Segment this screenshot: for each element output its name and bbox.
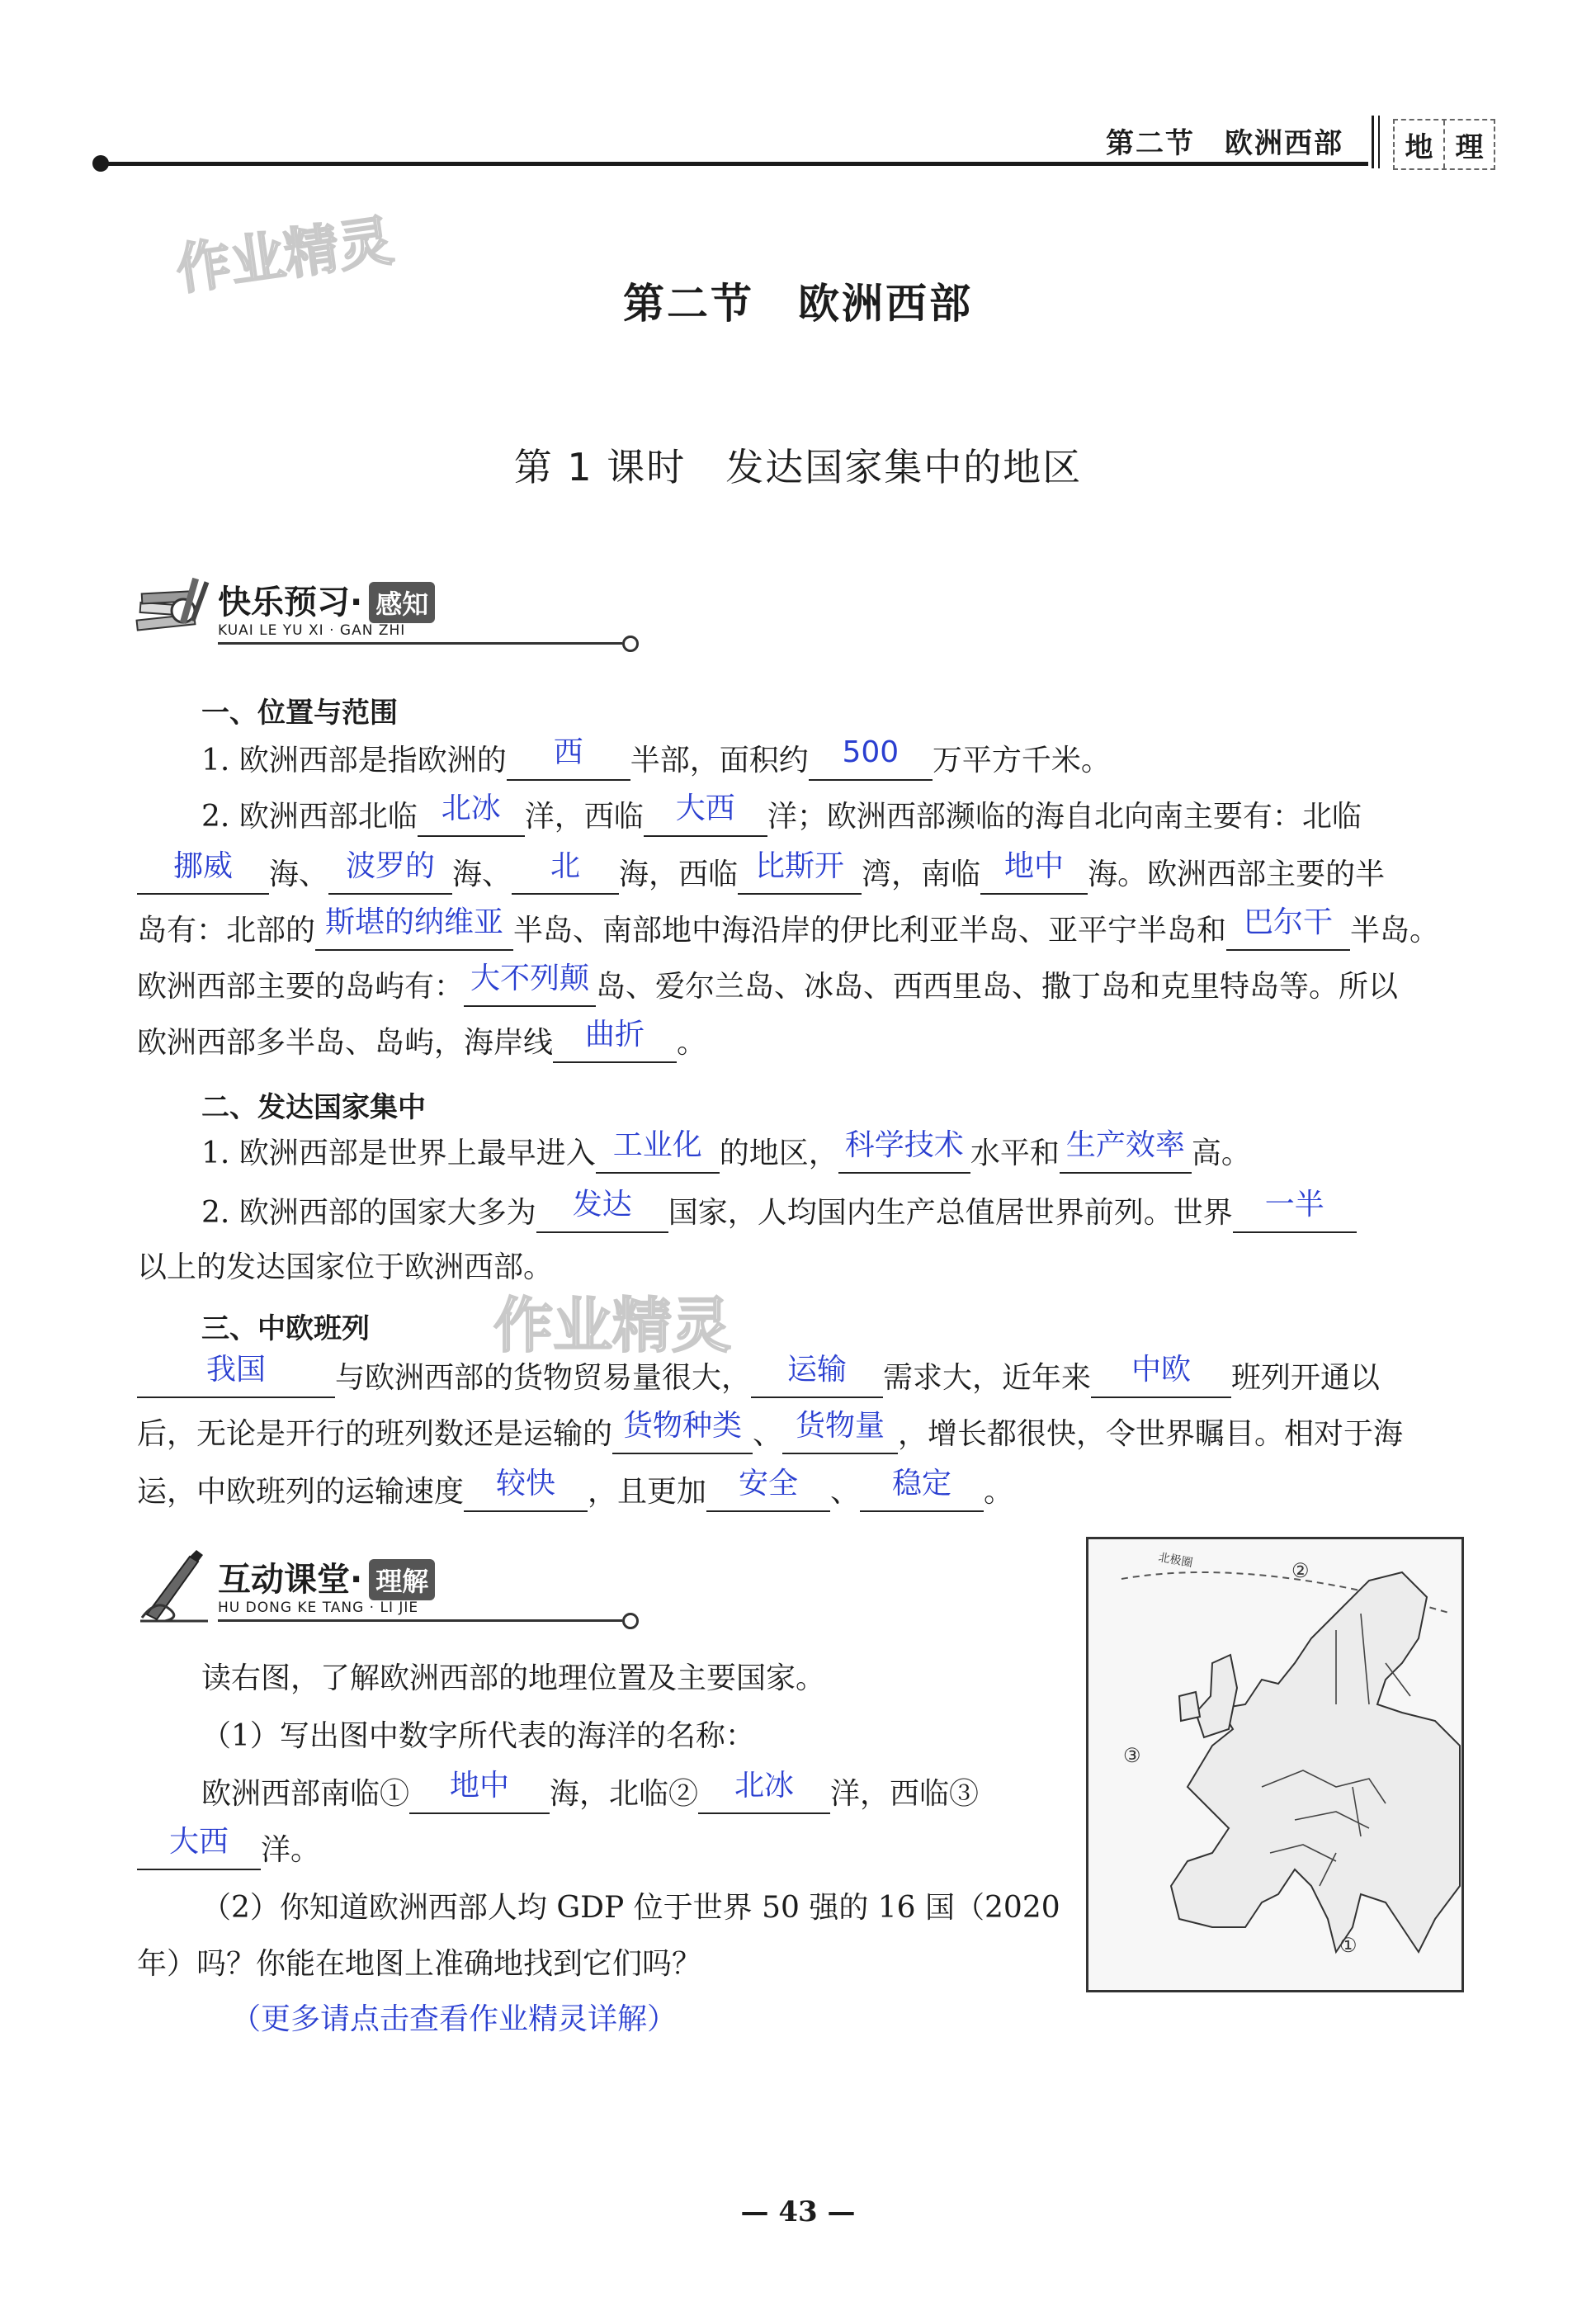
badge-pinyin: KUAI LE YU XI · GAN ZHI: [218, 622, 406, 639]
answer-blank: [751, 1353, 883, 1398]
question-line: [137, 1248, 553, 1288]
answer-blank: [838, 1128, 970, 1174]
header-section-title: 第二节 欧洲西部: [1106, 127, 1343, 160]
question-text: 洋；欧洲西部濒临的海自北向南主要有：北临: [767, 800, 1362, 834]
question-text: 半岛。: [1350, 914, 1440, 948]
question-text: 洋，西临: [524, 800, 644, 834]
answer-text: 北: [550, 849, 581, 883]
question-line: [137, 1467, 1014, 1512]
answer-blank: [782, 1409, 898, 1454]
answer-text: 大西: [675, 792, 735, 825]
more-details-link[interactable]: （更多请点击查看作业精灵详解）: [231, 2002, 678, 2036]
marker-2: ②: [1291, 1559, 1310, 1582]
question-text: 与欧洲西部的货物贸易量很大，: [335, 1361, 752, 1395]
question-text: ，且更加: [588, 1475, 707, 1509]
answer-blank: [137, 849, 269, 895]
answer-blank: [418, 792, 525, 837]
subject-char: 理: [1443, 121, 1494, 168]
question-line: [137, 849, 1386, 895]
badge-title: [218, 1553, 435, 1600]
answer-text: 货物种类: [623, 1409, 743, 1443]
marker-3: ③: [1123, 1744, 1141, 1767]
question-text: 湾，南临: [862, 858, 981, 891]
question-text: 岛、爱尔兰岛、冰岛、西西里岛、撒丁岛和克里特岛等。所以: [596, 970, 1399, 1004]
answer-blank: [409, 1769, 550, 1814]
question-line: [137, 1018, 707, 1063]
answer-text: 挪威: [172, 849, 233, 883]
answer-text: 货物量: [796, 1409, 885, 1443]
header-divider: [1372, 116, 1374, 168]
answer-text: 大不列颠: [470, 962, 590, 995]
answer-blank: [137, 1825, 261, 1870]
ireland: [1179, 1692, 1200, 1721]
question-text: 洋，西临③: [830, 1777, 980, 1811]
answer-blank: [698, 1769, 830, 1814]
answer-blank: [809, 735, 933, 781]
question-text: （2）你知道欧洲西部人均 GDP 位于世界 50 强的 16 国（2020: [201, 1891, 1060, 1925]
europe-map-drawing: [1088, 1539, 1461, 1990]
question-text: ，增长都很快，令世界瞩目。相对于海: [898, 1417, 1404, 1451]
answer-text: 科学技术: [844, 1128, 964, 1162]
question-text: 高。: [1191, 1137, 1251, 1170]
question-text: 欧洲西部南临①: [201, 1777, 410, 1811]
question-text: 万平方千米。: [932, 744, 1111, 777]
badge-title: [218, 576, 435, 623]
question-text: 需求大，近年来: [883, 1361, 1092, 1395]
badge-underline: [218, 1619, 622, 1622]
question-line: [201, 1128, 1251, 1174]
answer-blank: [980, 849, 1088, 895]
answer-text: 稳定: [892, 1467, 952, 1500]
header-rule: [97, 162, 1368, 166]
question-text: 水平和: [970, 1137, 1060, 1170]
question-text: 。: [984, 1475, 1014, 1509]
pen-writing-icon: [132, 1548, 215, 1628]
heading-railway: 三、中欧班列: [201, 1312, 370, 1345]
answer-text: 中欧: [1131, 1353, 1192, 1387]
answer-text: 西: [553, 735, 583, 769]
answer-text: 安全: [739, 1467, 799, 1500]
answer-text: 北冰: [734, 1769, 795, 1803]
question-text: 海。欧洲西部主要的半: [1088, 858, 1386, 891]
question-line: [201, 1717, 755, 1756]
heading-developed: 二、发达国家集中: [201, 1091, 426, 1124]
badge-underline: [218, 642, 622, 645]
europe-land: [1171, 1572, 1460, 1952]
answer-blank: [860, 1467, 984, 1512]
question-text: 海，西临: [619, 858, 739, 891]
question-text: 洋。: [261, 1833, 321, 1867]
answer-blank: [1091, 1353, 1231, 1398]
question-text: 。: [677, 1026, 707, 1060]
answer-text: 运输: [787, 1353, 848, 1387]
watermark-logo: 作业精灵: [172, 208, 397, 302]
answer-blank: [328, 849, 452, 895]
answer-blank: [644, 792, 767, 837]
question-text: 班列开通以: [1231, 1361, 1381, 1395]
question-text: 欧洲西部多半岛、岛屿，海岸线: [137, 1026, 554, 1060]
answer-text: 比斯开: [755, 849, 845, 883]
question-text: 海，北临②: [550, 1777, 699, 1811]
page-number: — 43 —: [740, 2195, 856, 2228]
answer-blank: [464, 1467, 588, 1512]
answer-blank: [315, 905, 513, 951]
arctic-circle-label: 北极圈: [1157, 1551, 1194, 1571]
question-text: 读右图，了解欧洲西部的地理位置及主要国家。: [201, 1661, 826, 1695]
question-line: [201, 1659, 825, 1699]
subject-label: [1393, 119, 1495, 170]
answer-blank: [706, 1467, 830, 1512]
question-line: [137, 1945, 701, 1984]
badge-circle: [622, 1613, 639, 1629]
question-text: 1. 欧洲西部是指欧洲的: [201, 744, 507, 777]
books-icon: [132, 574, 215, 649]
question-text: 半部，面积约: [630, 744, 809, 777]
answer-blank: [1060, 1128, 1192, 1174]
answer-text: 大西: [168, 1825, 229, 1859]
badge-title-text: 快乐预习·: [218, 584, 363, 621]
lesson-title: 第 1 课时 发达国家集中的地区: [513, 445, 1083, 489]
question-line: [137, 1353, 1381, 1398]
badge-pinyin: HU DONG KE TANG · LI JIE: [218, 1600, 419, 1616]
answer-text: 地中: [1004, 849, 1065, 883]
marker-1: ①: [1339, 1934, 1358, 1957]
question-line: [201, 792, 1362, 837]
question-text: 运，中欧班列的运输速度: [137, 1475, 465, 1509]
question-text: 2. 欧洲西部的国家大多为: [201, 1196, 536, 1230]
question-line: [137, 962, 1399, 1007]
answer-blank: [1226, 905, 1350, 951]
answer-text: 较快: [496, 1467, 556, 1500]
badge-title-text: 互动课堂·: [218, 1561, 363, 1599]
question-line: [137, 905, 1440, 951]
question-line: [201, 1769, 980, 1814]
answer-blank: [612, 1409, 753, 1454]
answer-text: 波罗的: [346, 849, 436, 883]
answer-text: 一半: [1264, 1188, 1324, 1222]
question-text: 的地区，: [719, 1137, 838, 1170]
answer-blank: [738, 849, 862, 895]
answer-text: 我国: [205, 1353, 266, 1387]
header-divider: [1378, 116, 1380, 168]
answer-text: 北冰: [441, 792, 501, 825]
question-text: 以上的发达国家位于欧洲西部。: [137, 1250, 554, 1284]
question-line: [201, 735, 1111, 781]
answer-text: 工业化: [612, 1128, 702, 1162]
section-title: 第二节 欧洲西部: [623, 280, 973, 328]
answer-blank: [137, 1353, 335, 1398]
answer-text: 500: [842, 735, 900, 769]
question-text: （1）写出图中数字所代表的海洋的名称：: [201, 1719, 755, 1753]
answer-blank: [512, 849, 619, 895]
answer-blank: [553, 1018, 677, 1063]
answer-text: 巴尔干: [1244, 905, 1334, 939]
question-text: 岛有：北部的: [137, 914, 316, 948]
question-line: [201, 1888, 1060, 1928]
badge-tag: 感知: [369, 582, 435, 623]
question-text: 2. 欧洲西部北临: [201, 800, 418, 834]
subject-char: 地: [1405, 130, 1433, 164]
question-line: [201, 1188, 1357, 1233]
watermark-logo: 作业精灵: [493, 1291, 732, 1360]
question-line: [137, 1409, 1404, 1454]
answer-text: 斯堪的纳维亚: [325, 905, 504, 939]
question-text: 、: [753, 1417, 783, 1451]
question-text: 年）吗？你能在地图上准确地找到它们吗？: [137, 1947, 702, 1981]
question-text: 后，无论是开行的班列数还是运输的: [137, 1417, 613, 1451]
section-badge-preview: [132, 571, 644, 654]
badge-circle: [622, 636, 639, 652]
section-badge-classroom: [132, 1548, 644, 1631]
answer-text: 发达: [572, 1188, 632, 1222]
answer-blank: [464, 962, 596, 1007]
question-text: 半岛、南部地中海沿岸的伊比利亚半岛、亚平宁半岛和: [513, 914, 1227, 948]
badge-tag: 理解: [369, 1559, 435, 1600]
heading-location: 一、位置与范围: [201, 697, 398, 730]
question-text: 国家，人均国内生产总值居世界前列。世界: [668, 1196, 1233, 1230]
answer-blank: [1233, 1188, 1357, 1233]
question-line: [137, 1825, 321, 1870]
answer-blank: [596, 1128, 720, 1174]
answer-text: 曲折: [585, 1018, 645, 1052]
answer-blank: [507, 735, 630, 781]
question-text: 1. 欧洲西部是世界上最早进入: [201, 1137, 596, 1170]
question-text: 欧洲西部主要的岛屿有：: [137, 970, 465, 1004]
question-text: 、: [830, 1475, 861, 1509]
answer-text: 地中: [450, 1769, 510, 1803]
answer-text: 生产效率: [1065, 1128, 1185, 1162]
europe-map: [1086, 1537, 1464, 1992]
answer-blank: [536, 1188, 668, 1233]
question-text: 海、: [269, 858, 329, 891]
question-text: 海、: [452, 858, 512, 891]
